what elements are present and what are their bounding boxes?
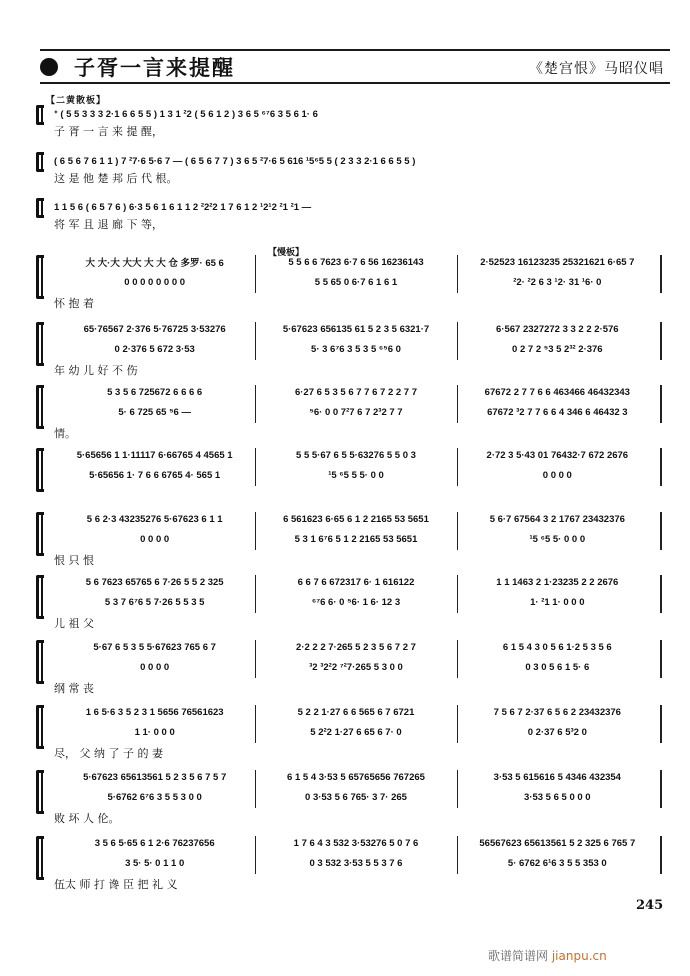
score-system — [36, 198, 672, 231]
measure: 0 3 0 5 6 1 5· 6 — [525, 661, 590, 673]
measure: 5 6 7623 65765 6 7·26 5 5 2 325 — [85, 576, 224, 588]
lyrics-line: 子 胥 一 言 来 提 醒， — [54, 125, 163, 138]
measure: 5 2²2 1·27 6 65 6 7· 0 — [310, 726, 402, 738]
bar-line — [255, 575, 256, 613]
score-system — [36, 575, 672, 630]
measure: 6·567 2327272 3 3 2 2 2·576 — [496, 323, 619, 335]
bar-line — [255, 448, 256, 486]
vocal-staff — [54, 790, 658, 806]
end-bar-line — [660, 770, 662, 808]
bar-line — [255, 836, 256, 874]
lyrics-line: 儿 祖 父 — [54, 617, 94, 630]
score-system — [36, 255, 672, 310]
measure: 3 5· 5· 0 1 1 0 — [125, 857, 185, 869]
lyrics-line: 败 坏 人 伦。 — [54, 812, 120, 825]
measure: 7 5 6 7 2·37 6 5 6 2 23432376 — [493, 706, 621, 718]
accompaniment-staff — [54, 448, 658, 464]
accompaniment-staff — [54, 836, 658, 852]
lyrics-line: 情。 — [54, 427, 76, 440]
lyrics-line: 尽， 父 纳 了 子 的 妻 — [54, 747, 163, 760]
lyrics-line: 伍太 师 打 谗 臣 把 礼 义 — [54, 878, 178, 891]
measure: 5 3 1 6⁷6 5 1 2 2165 53 5651 — [294, 533, 418, 545]
system-bracket — [36, 770, 44, 814]
notation-line: ( 6 5 6 7 6 1 1 ) 7 ²7·6 5·6 7 — ( 6 5 6 7 7 ) 3 6 5 ²7·6 5 616 ¹5⁶5 5 ( 2 3 3 2·1 6 6 5 5 ) — [54, 155, 416, 167]
notation-line: ᐩ ( 5 5 3 3 3 2·1 6 6 5 5 ) 1 3 1 ²2 ( 5 6 1 2 ) 3 6 5 ⁶⁷6 3 5 6 1· 6 — [54, 108, 318, 120]
end-bar-line — [660, 255, 662, 293]
measure: 5·6762 6⁷6 3 5 5 3 0 0 — [107, 791, 202, 803]
score-system — [36, 105, 672, 138]
accompaniment-staff — [54, 705, 658, 721]
measure: 5 5 5·67 6 5 5·63276 5 5 0 3 — [296, 449, 416, 461]
measure: 0 2 7 2 ⁵3 5 2³² 2·376 — [512, 343, 603, 355]
header-rule-bottom — [40, 82, 670, 84]
title-block — [40, 54, 235, 80]
measure: 0 0 0 0 — [542, 469, 572, 481]
system-bracket — [36, 385, 44, 429]
measure: 1 7 6 4 3 532 3·53276 5 0 7 6 — [293, 837, 419, 849]
bar-line — [457, 640, 458, 678]
end-bar-line — [660, 575, 662, 613]
measure: 6 1 5 4 3·53 5 65765656 767265 — [287, 771, 425, 783]
measure: ¹5 ⁶5 5· 0 0 0 — [529, 533, 586, 545]
measure: 0 0 0 0 — [140, 533, 170, 545]
measure: 5 3 7 6⁷6 5 7·26 5 5 3 5 — [104, 596, 205, 608]
end-bar-line — [660, 448, 662, 486]
measure: 5·67623 65613561 5 2 3 5 6 7 5 7 — [83, 771, 227, 783]
measure: 67672 2 7 7 6 6 463466 46432343 — [484, 386, 630, 398]
vocal-staff — [54, 342, 658, 358]
measure: 6 6 7 6 672317 6· 1 616122 — [297, 576, 415, 588]
accompaniment-staff — [54, 512, 658, 528]
measure: 3 5 6 5·65 6 1 2·6 76237656 — [94, 837, 215, 849]
measure: 0 2·376 5 672 3·53 — [114, 343, 195, 355]
measure: 6 1 5 4 3 0 5 6 1·2 5 3 5 6 — [502, 641, 612, 653]
song-title: 子胥一言来提醒 — [74, 55, 235, 80]
system-bracket — [36, 448, 44, 492]
bar-line — [457, 385, 458, 423]
lyrics-line: 恨 只 恨 — [54, 554, 94, 567]
score-system — [36, 770, 672, 825]
measure: 1 1· 0 0 0 — [134, 726, 175, 738]
system-bracket — [36, 198, 44, 218]
vocal-staff — [54, 275, 658, 291]
measure: 65·76567 2·376 5·76725 3·53276 — [83, 323, 226, 335]
measure: 56567623 65613561 5 2 325 6 765 7 — [479, 837, 636, 849]
measure: 3·53 5 6 5 0 0 0 — [524, 791, 591, 803]
bullet-icon — [40, 58, 58, 76]
measure: 5 5 6 6 7623 6·7 6 56 16236143 — [288, 256, 424, 268]
bar-line — [255, 512, 256, 550]
bar-line — [457, 836, 458, 874]
bar-line — [457, 255, 458, 293]
measure: 1 1 1463 2 1·23235 2 2 2676 — [496, 576, 619, 588]
score-system — [36, 640, 672, 695]
vocal-staff — [54, 532, 658, 548]
score-system — [36, 152, 672, 185]
bar-line — [457, 705, 458, 743]
measure: 1· ²1 1· 0 0 0 — [530, 596, 585, 608]
bar-line — [255, 640, 256, 678]
tempo-marking: 【慢板】 — [268, 248, 305, 258]
watermark-cn: 歌谱简谱网 — [488, 949, 549, 963]
measure: 5·67 6 5 3 5 5·67623 765 6 7 — [93, 641, 216, 653]
measure: 大 大·大 大大 大 大 仓 多罗· 65 6 — [85, 258, 224, 269]
system-bracket — [36, 640, 44, 684]
accompaniment-staff — [54, 255, 658, 271]
watermark-en: jianpu.cn — [551, 949, 607, 963]
accompaniment-staff — [54, 385, 658, 401]
measure: 5 3 5 6 725672 6 6 6 6 — [107, 386, 203, 398]
bar-line — [457, 770, 458, 808]
bar-line — [255, 385, 256, 423]
vocal-staff — [54, 595, 658, 611]
bar-line — [255, 255, 256, 293]
measure: 5· 6762 6¹6 3 5 5 353 0 — [507, 857, 607, 869]
measure: 5·65656 1· 7 6 6 6765 4· 565 1 — [89, 469, 221, 481]
accompaniment-staff — [54, 770, 658, 786]
end-bar-line — [660, 322, 662, 360]
score-system — [36, 448, 672, 492]
bar-line — [457, 512, 458, 550]
end-bar-line — [660, 836, 662, 874]
system-bracket — [36, 836, 44, 880]
measure: 0 2·37 6 5³2 0 — [527, 726, 587, 738]
measure: 5 6·7 67564 3 2 1767 23432376 — [489, 513, 625, 525]
measure: 5· 6 725 65 ⁵6 — — [118, 406, 191, 418]
header-rule-top — [40, 49, 670, 51]
measure: 5 6 2·3 43235276 5·67623 6 1 1 — [86, 513, 223, 525]
vocal-staff — [54, 660, 658, 676]
measure: 5 5 65 0 6·7 6 1 6 1 — [314, 276, 398, 288]
measure: ⁵6· 0 0 7²7 6 7 2³2 7 7 — [309, 406, 403, 418]
end-bar-line — [660, 705, 662, 743]
measure: 3·53 5 615616 5 4346 432354 — [493, 771, 621, 783]
vocal-staff — [54, 468, 658, 484]
measure: 5· 3 6⁷6 3 5 3 5 ⁶⁵6 0 — [311, 343, 401, 355]
measure: 5 2 2 1·27 6 6 565 6 7 6721 — [297, 706, 415, 718]
notation-line: 1 1 5 6 ( 6 5 7 6 ) 6·3 5 6 1 6 1 1 2 ²2²2 1 7 6 1 2 ¹2¹2 ²1 ²1 — — [54, 201, 312, 213]
section-label: 【二黄散板】 — [46, 96, 107, 106]
accompaniment-staff — [54, 322, 658, 338]
lyrics-line: 怀 抱 着 — [54, 297, 94, 310]
measure: ²2· ²2 6 3 ¹2· 31 ¹6· 0 — [513, 276, 602, 288]
bar-line — [457, 448, 458, 486]
accompaniment-staff — [54, 640, 658, 656]
measure: ³2 ³2²2 ⁷²7·265 5 3 0 0 — [309, 661, 403, 673]
measure: 67672 ³2 7 7 6 6 4 346 6 46432 3 — [487, 406, 628, 418]
accompaniment-staff — [54, 575, 658, 591]
end-bar-line — [660, 640, 662, 678]
measure: 2·72 3 5·43 01 76432·7 672 2676 — [486, 449, 629, 461]
system-bracket — [36, 152, 44, 172]
system-bracket — [36, 105, 44, 125]
system-bracket — [36, 255, 44, 299]
measure: 0 3·53 5 6 765· 3 7· 265 — [305, 791, 407, 803]
measure: 0 0 0 0 0 0 0 0 — [124, 276, 186, 288]
score-system — [36, 322, 672, 377]
song-source: 《楚宫恨》马昭仪唱 — [529, 61, 664, 77]
measure: 5·65656 1 1·11117 6·66765 4 4565 1 — [76, 449, 233, 461]
measure: 6 561623 6·65 6 1 2 2165 53 5651 — [283, 513, 429, 525]
bar-line — [255, 705, 256, 743]
vocal-staff — [54, 856, 658, 872]
system-bracket — [36, 512, 44, 556]
score-system — [36, 385, 672, 440]
measure: 0 0 0 0 — [140, 661, 170, 673]
end-bar-line — [660, 385, 662, 423]
page-number: 245 — [636, 898, 664, 913]
lyrics-line: 这 是 他 楚 邦 后 代 根。 — [54, 172, 178, 185]
measure: 1 6 5·6 3 5 2 3 1 5656 76561623 — [85, 706, 224, 718]
lyrics-line: 纲 常 丧 — [54, 682, 94, 695]
end-bar-line — [660, 512, 662, 550]
score-system — [36, 836, 672, 891]
vocal-staff — [54, 405, 658, 421]
bar-line — [457, 575, 458, 613]
bar-line — [255, 770, 256, 808]
system-bracket — [36, 322, 44, 366]
bar-line — [255, 322, 256, 360]
score-system — [36, 705, 672, 760]
measure: 2·2 2 2 7·265 5 2 3 5 6 7 2 7 — [296, 641, 416, 653]
system-bracket — [36, 575, 44, 619]
lyrics-line: 年 幼 儿 好 不 伤 — [54, 364, 138, 377]
measure: 5·67623 656135 61 5 2 3 5 6321·7 — [282, 323, 430, 335]
system-bracket — [36, 705, 44, 749]
vocal-staff — [54, 725, 658, 741]
measure: ⁶⁷6 6· 0 ⁵6· 1 6· 12 3 — [311, 596, 401, 608]
measure: ¹5 ⁶5 5 5· 0 0 — [328, 469, 384, 481]
measure: 6·27 6 5 3 5 6 7 7 6 7 2 2 7 7 — [294, 386, 417, 398]
bar-line — [457, 322, 458, 360]
watermark — [488, 947, 607, 964]
score-system — [36, 512, 672, 567]
lyrics-line: 将 军 且 退 廊 下 等， — [54, 218, 163, 231]
measure: 2·52523 16123235 25321621 6·65 7 — [480, 256, 635, 268]
measure: 0 3 532 3·53 5 5 3 7 6 — [309, 857, 403, 869]
